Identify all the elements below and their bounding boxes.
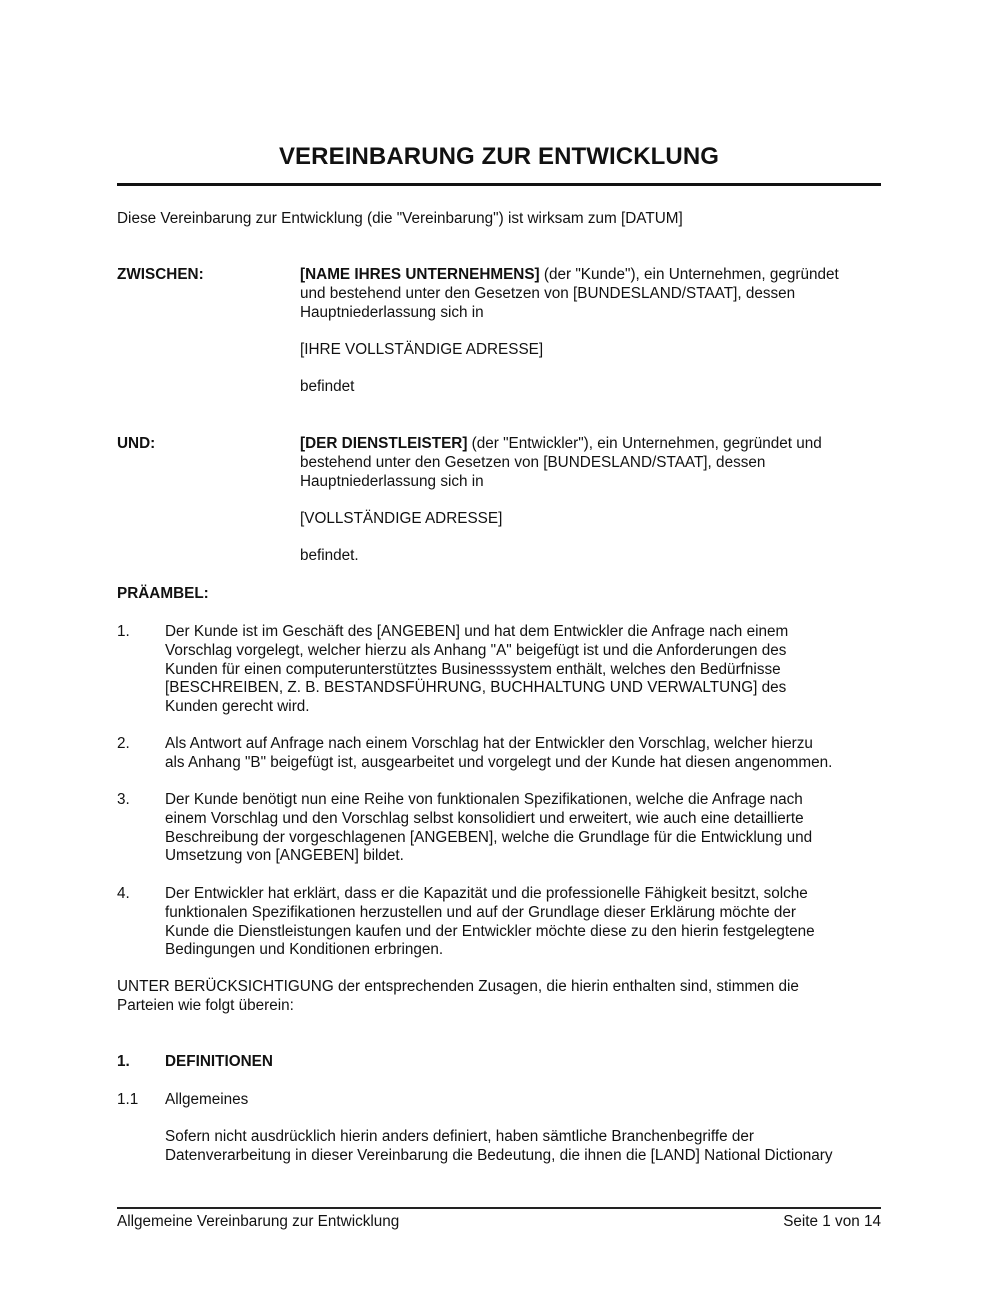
- party-1-line-1-rest: (der "Kunde"), ein Unternehmen, gegründet: [539, 266, 839, 283]
- item-line: Umsetzung von [ANGEBEN] bildet.: [165, 847, 404, 865]
- section-title: DEFINITIONEN: [165, 1053, 273, 1070]
- item-line: Vorschlag vorgelegt, welcher hierzu als Anhang "A" beigefügt ist und die Anforderungen des: [165, 641, 787, 659]
- item-line: funktionalen Spezifikationen herzustellen und auf der Grundlage dieser Erklärung möchte der: [165, 903, 796, 921]
- paragraph-line: Datenverarbeitung in dieser Vereinbarung die Bedeutung, die ihnen die [LAND] National Dictionary: [165, 1146, 833, 1164]
- item-line: Der Kunde benötigt nun eine Reihe von funktionalen Spezifikationen, welche die Anfrage nach: [165, 791, 803, 808]
- consideration-paragraph: [117, 978, 887, 1016]
- item-text: [165, 885, 887, 960]
- intro-paragraph: Diese Vereinbarung zur Entwicklung (die "Vereinbarung") ist wirksam zum [DATUM]: [117, 210, 683, 227]
- item-line: Der Kunde ist im Geschäft des [ANGEBEN] und hat dem Entwickler die Anfrage nach einem: [165, 623, 789, 640]
- paragraph-line: UNTER BERÜCKSICHTIGUNG der entsprechenden Zusagen, die hierin enthalten sind, stimmen die: [117, 978, 799, 995]
- party-1-address: [IHRE VOLLSTÄNDIGE ADRESSE]: [300, 341, 544, 358]
- item-line: [BESCHREIBEN, Z. B. BESTANDSFÜHRUNG, BUCHHALTUNG UND VERWALTUNG] des: [165, 679, 787, 697]
- item-line: Der Entwickler hat erklärt, dass er die Kapazität und die professionelle Fähigkeit besitzt, solche: [165, 885, 808, 902]
- party-1-closing: befindet: [300, 378, 355, 395]
- footer-document-name: Allgemeine Vereinbarung zur Entwicklung: [117, 1213, 400, 1230]
- item-text: [165, 735, 887, 773]
- item-line: Bedingungen und Konditionen erbringen.: [165, 941, 444, 959]
- party-1-line-2: und bestehend unter den Gesetzen von [BUNDESLAND/STAAT], dessen: [300, 285, 796, 302]
- item-line: Beschreibung der vorgeschlagenen [ANGEBEN], welche die Grundlage für die Entwicklung und: [165, 828, 813, 846]
- party-1-line-3: Hauptniederlassung sich in: [300, 304, 484, 321]
- party-2-name: [DER DIENSTLEISTER]: [300, 435, 468, 452]
- subsection-title: Allgemeines: [165, 1091, 249, 1108]
- party-2-line-1-rest: (der "Entwickler"), ein Unternehmen, gegründet und: [467, 435, 822, 452]
- footer-divider: [117, 1207, 881, 1209]
- item-text: [165, 623, 887, 717]
- item-text: [165, 791, 887, 866]
- subsection-number: 1.1: [117, 1091, 139, 1108]
- document-title: VEREINBARUNG ZUR ENTWICKLUNG: [278, 143, 720, 170]
- paragraph-line: Sofern nicht ausdrücklich hierin anders definiert, haben sämtliche Branchenbegriffe der: [165, 1128, 754, 1145]
- party-2-address: [VOLLSTÄNDIGE ADRESSE]: [300, 510, 503, 527]
- item-number: 4.: [117, 885, 130, 902]
- item-line: Kunde die Dienstleistungen kaufen und der Entwickler möchte diese zu den hierin festgelegtene: [165, 922, 815, 940]
- item-number: 1.: [117, 623, 130, 640]
- party-1-name: [NAME IHRES UNTERNEHMENS]: [300, 266, 540, 283]
- item-number: 2.: [117, 735, 130, 752]
- title-divider: [117, 183, 881, 186]
- party-2-closing: befindet.: [300, 547, 359, 564]
- item-line: Als Antwort auf Anfrage nach einem Vorschlag hat der Entwickler den Vorschlag, welcher hierzu: [165, 735, 813, 752]
- item-number: 3.: [117, 791, 130, 808]
- party-label-between: ZWISCHEN:: [117, 266, 204, 283]
- paragraph-line: Parteien wie folgt überein:: [117, 996, 294, 1014]
- item-line: Kunden für einen computerunterstütztes Businesssystem enthält, welches den Bedürfnisse: [165, 660, 781, 678]
- party-2-line-1: [300, 435, 822, 454]
- subsection-1-1-paragraph: [165, 1128, 887, 1166]
- party-2-line-2: bestehend unter den Gesetzen von [BUNDESLAND/STAAT], dessen: [300, 454, 766, 471]
- item-line: einem Vorschlag und den Vorschlag selbst konsolidiert und erweitert, wie auch eine detaillierte: [165, 809, 804, 827]
- party-1-line-1: [300, 266, 839, 285]
- item-line: als Anhang "B" beigefügt ist, ausgearbeitet und vorgelegt und der Kunde hat diesen angenommen.: [165, 753, 833, 771]
- item-line: Kunden gerecht wird.: [165, 698, 310, 716]
- party-label-and: UND:: [117, 435, 156, 452]
- section-number: 1.: [117, 1053, 130, 1070]
- footer-page-number: Seite 1 von 14: [783, 1213, 881, 1230]
- document-page: [117, 0, 881, 1290]
- party-2-line-3: Hauptniederlassung sich in: [300, 473, 484, 490]
- preamble-label: PRÄAMBEL:: [117, 585, 209, 602]
